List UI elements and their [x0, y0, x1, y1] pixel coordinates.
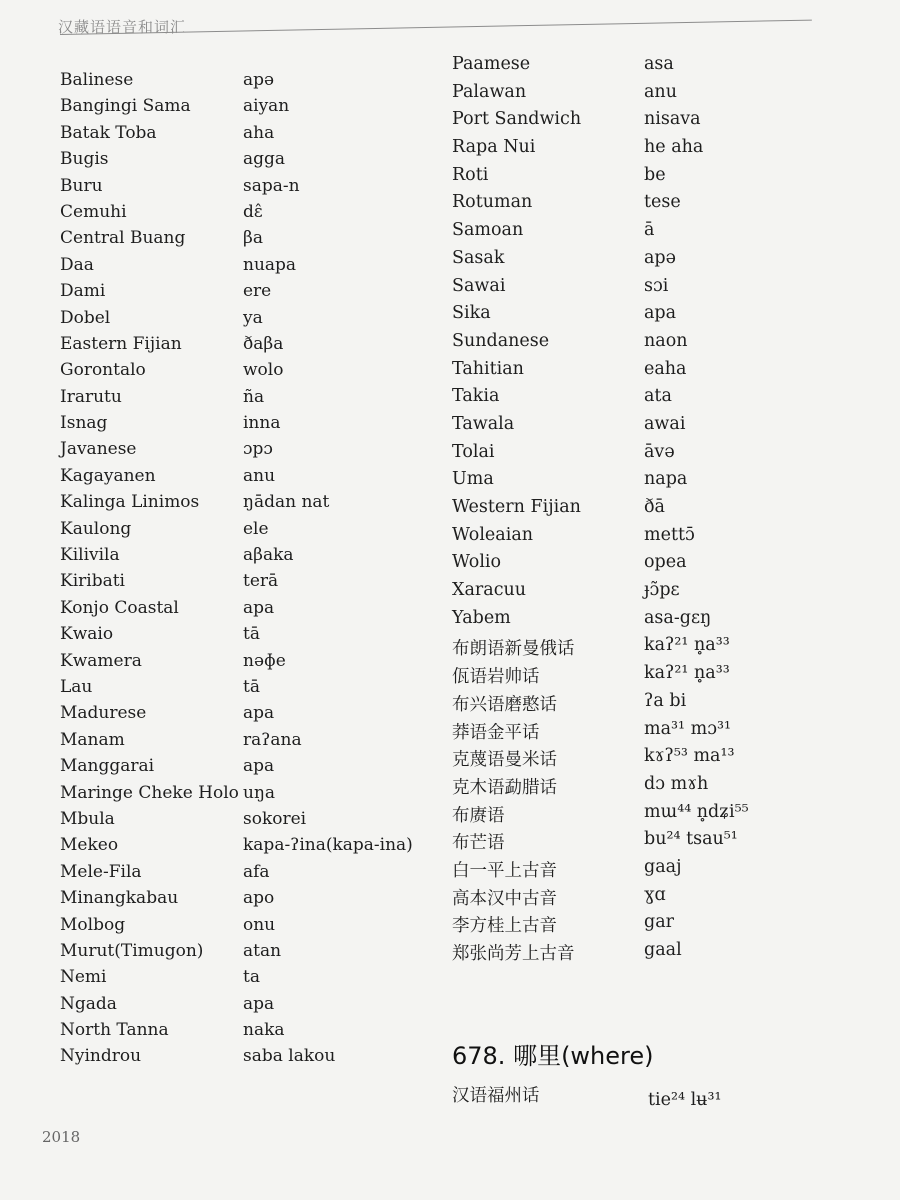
- word-entry: [60, 439, 420, 465]
- language-name: Kilivila: [60, 545, 120, 566]
- word-form: apo: [243, 888, 275, 909]
- word-entry: [60, 703, 420, 729]
- word-form: apa: [243, 597, 275, 618]
- word-entry: [452, 608, 792, 636]
- language-name: Kagayanen: [60, 465, 156, 486]
- word-entry: [60, 783, 420, 809]
- language-name: 汉语福州话: [452, 1086, 540, 1106]
- language-name: Bangingi Sama: [60, 96, 191, 117]
- word-entry: [452, 525, 792, 553]
- word-form: apa: [243, 993, 275, 1014]
- word-form: aβaka: [243, 545, 294, 566]
- word-form: apə: [243, 70, 275, 90]
- word-entry: [60, 809, 420, 835]
- word-form: be: [644, 164, 666, 185]
- language-name: Xaracuu: [452, 580, 527, 601]
- left-word-list: [60, 70, 420, 1073]
- word-form: ðā: [644, 497, 665, 517]
- word-form: gaal: [644, 940, 682, 960]
- word-entry: [60, 1046, 420, 1072]
- language-name: Murut(Timugon): [60, 940, 204, 961]
- language-name: Kwamera: [60, 650, 142, 671]
- word-form: ɔpɔ: [243, 439, 273, 460]
- word-entry: [60, 756, 420, 782]
- word-form: ña: [243, 386, 265, 407]
- word-form: tie²⁴ lʉ³¹: [648, 1090, 722, 1110]
- word-form: ele: [243, 518, 269, 539]
- language-name: Manggarai: [60, 756, 155, 777]
- word-entry: [452, 885, 792, 913]
- language-name: 克蔑语曼米话: [452, 750, 557, 771]
- language-name: Minangkabau: [60, 888, 179, 909]
- word-form: sokorei: [243, 808, 307, 829]
- word-entry: [60, 994, 420, 1020]
- word-entry: [60, 308, 420, 334]
- word-entry: [60, 519, 420, 545]
- word-form: ya: [243, 307, 263, 328]
- running-header: 汉藏语语音和词汇: [58, 18, 187, 36]
- word-entry: [60, 835, 420, 861]
- word-form: apa: [644, 303, 677, 324]
- language-name: Dami: [60, 281, 106, 302]
- language-name: Sasak: [452, 247, 505, 268]
- word-form: āvə: [644, 441, 675, 462]
- word-form: inna: [243, 413, 281, 434]
- word-entry: [452, 774, 792, 802]
- word-form: kɤʔ⁵³ ma¹³: [644, 746, 735, 767]
- word-entry: [60, 624, 420, 650]
- word-entry: [60, 255, 420, 281]
- word-entry: [60, 598, 420, 624]
- language-name: Javanese: [60, 439, 137, 460]
- word-form: sapa-n: [243, 175, 300, 196]
- word-entry: [60, 730, 420, 756]
- language-name: Roti: [452, 164, 489, 185]
- language-name: Tolai: [452, 441, 495, 462]
- word-form: naon: [644, 330, 688, 351]
- word-entry: [60, 492, 420, 518]
- language-name: Cemuhi: [60, 201, 127, 222]
- word-entry: [452, 802, 792, 830]
- word-entry: [452, 82, 792, 110]
- word-entry: [60, 176, 420, 202]
- word-form: he aha: [644, 137, 704, 158]
- word-form: eaha: [644, 358, 687, 379]
- language-name: Dobel: [60, 307, 111, 328]
- word-form: saba lakou: [243, 1046, 336, 1067]
- word-entry: [60, 677, 420, 703]
- word-entry: [452, 248, 792, 276]
- word-entry: [60, 967, 420, 993]
- language-name: 李方桂上古音: [452, 916, 557, 937]
- language-name: Yabem: [452, 607, 511, 628]
- word-form: nuapa: [243, 254, 297, 275]
- word-form: ere: [243, 281, 272, 302]
- language-name: 布芒语: [452, 833, 505, 854]
- word-entry: [60, 888, 420, 914]
- word-form: bu²⁴ tsau⁵¹: [644, 829, 738, 850]
- word-form: gaaj: [644, 856, 682, 877]
- word-entry: [452, 414, 792, 442]
- language-name: 布兴语磨憨话: [452, 694, 557, 715]
- word-entry: [60, 387, 420, 413]
- word-form: asa: [644, 54, 674, 74]
- word-form: uŋa: [243, 782, 276, 803]
- language-name: Ngada: [60, 993, 117, 1014]
- word-entry: [452, 109, 792, 137]
- language-name: Kaulong: [60, 518, 132, 539]
- language-name: Uma: [452, 469, 494, 490]
- section-heading: 678. 哪里(where): [452, 1042, 654, 1070]
- word-entry: [452, 857, 792, 885]
- word-entry: [60, 651, 420, 677]
- word-form: ɣɑ: [644, 884, 666, 905]
- word-entry: [452, 192, 792, 220]
- language-name: Batak Toba: [60, 122, 157, 143]
- word-entry: [452, 552, 792, 580]
- word-entry: [452, 137, 792, 165]
- word-entry: [60, 941, 420, 967]
- word-entry: [452, 469, 792, 497]
- word-entry: [452, 635, 792, 663]
- word-entry: [60, 413, 420, 439]
- language-name: Balinese: [60, 70, 134, 90]
- language-name: Daa: [60, 254, 94, 275]
- word-form: dɛ̂: [243, 201, 263, 222]
- word-entry: [60, 123, 420, 149]
- language-name: Sika: [452, 303, 491, 324]
- word-entry: [60, 1020, 420, 1046]
- word-entry: [60, 545, 420, 571]
- word-form: ta: [243, 967, 260, 988]
- word-entry: [60, 96, 420, 122]
- language-name: Mekeo: [60, 835, 119, 856]
- word-form: atan: [243, 940, 282, 961]
- word-form: aiyan: [243, 96, 290, 117]
- word-form: βa: [243, 228, 263, 249]
- word-form: kaʔ²¹ n̥a³³: [644, 635, 730, 656]
- word-form: apə: [644, 247, 676, 268]
- language-name: Sawai: [452, 275, 506, 296]
- word-entry: [452, 663, 792, 691]
- word-form: tese: [644, 192, 681, 213]
- word-entry: [452, 580, 792, 608]
- word-entry: [452, 165, 792, 193]
- word-form: kapa-ʔina(kapa-ina): [243, 835, 413, 856]
- language-name: 布朗语新曼俄话: [452, 639, 575, 660]
- word-form: afa: [243, 861, 270, 882]
- language-name: North Tanna: [60, 1020, 169, 1041]
- language-name: Samoan: [452, 220, 524, 241]
- language-name: 莽语金平话: [452, 722, 540, 743]
- word-entry: [452, 220, 792, 248]
- word-form: opea: [644, 552, 687, 573]
- language-name: Mele-Fila: [60, 861, 142, 882]
- word-entry: [452, 442, 792, 470]
- language-name: 高本汉中古音: [452, 888, 557, 909]
- language-name: Rotuman: [452, 192, 533, 213]
- word-entry: [60, 281, 420, 307]
- language-name: 佤语岩帅话: [452, 667, 540, 688]
- language-name: Palawan: [452, 81, 527, 102]
- word-form: ā: [644, 220, 655, 241]
- language-name: 郑张尚芳上古音: [452, 944, 575, 964]
- word-entry: [60, 334, 420, 360]
- word-entry: [452, 691, 792, 719]
- word-entry: [60, 149, 420, 175]
- word-form: nəɸe: [243, 650, 286, 671]
- language-name: Tawala: [452, 413, 515, 434]
- word-entry: [60, 466, 420, 492]
- word-form: mɯ⁴⁴ n̥dʑi⁵⁵: [644, 801, 749, 822]
- word-form: awai: [644, 413, 686, 434]
- word-form: asa-gɛŋ: [644, 607, 712, 628]
- language-name: Kiribati: [60, 571, 125, 592]
- word-form: raʔana: [243, 729, 302, 750]
- word-form: anu: [243, 465, 276, 486]
- word-entry: [452, 276, 792, 304]
- word-form: apa: [243, 756, 275, 777]
- word-entry: [452, 746, 792, 774]
- language-name: Konjo Coastal: [60, 597, 179, 618]
- word-entry: [60, 915, 420, 941]
- word-entry: [60, 228, 420, 254]
- word-form: dɔ mɤh: [644, 773, 709, 794]
- language-name: Isnag: [60, 413, 108, 434]
- language-name: Sundanese: [452, 330, 550, 351]
- word-form: ɟɔ̃pɛ: [644, 580, 680, 601]
- word-form: ŋādan nat: [243, 492, 330, 513]
- language-name: 白一平上古音: [452, 860, 557, 881]
- language-name: Nyindrou: [60, 1046, 142, 1067]
- word-entry: [452, 54, 792, 82]
- language-name: Eastern Fijian: [60, 333, 182, 354]
- word-form: agga: [243, 149, 286, 170]
- word-form: nisava: [644, 109, 701, 130]
- word-form: tā: [243, 624, 260, 645]
- word-form: ðaβa: [243, 333, 284, 354]
- language-name: 克木语勐腊话: [452, 777, 557, 798]
- word-entry: [60, 202, 420, 228]
- word-form: gar: [644, 912, 675, 933]
- language-name: Central Buang: [60, 228, 186, 249]
- word-entry: [60, 571, 420, 597]
- language-name: 布赓语: [452, 805, 505, 826]
- word-entry: [452, 386, 792, 414]
- language-name: Mbula: [60, 808, 115, 829]
- word-form: ʔa bi: [644, 690, 687, 711]
- word-form: aha: [243, 122, 275, 143]
- word-entry: [452, 359, 792, 387]
- word-entry: [452, 331, 792, 359]
- word-entry: [60, 70, 420, 96]
- language-name: Manam: [60, 729, 125, 750]
- word-form: apa: [243, 703, 275, 724]
- language-name: Buru: [60, 175, 103, 196]
- word-form: naka: [243, 1020, 285, 1041]
- language-name: Kwaio: [60, 624, 114, 645]
- word-form: wolo: [243, 360, 284, 381]
- language-name: Irarutu: [60, 386, 122, 407]
- page-number: 2018: [42, 1128, 81, 1146]
- language-name: Nemi: [60, 967, 107, 988]
- language-name: Gorontalo: [60, 360, 146, 381]
- language-name: Tahitian: [452, 358, 524, 379]
- word-form: ma³¹ mɔ³¹: [644, 718, 732, 739]
- language-name: Woleaian: [452, 524, 534, 545]
- word-form: kaʔ²¹ n̥a³³: [644, 663, 730, 684]
- word-form: sɔi: [644, 275, 669, 296]
- word-form: tā: [243, 676, 260, 697]
- word-entry: [452, 829, 792, 857]
- language-name: Takia: [452, 386, 500, 407]
- right-word-list: [452, 54, 792, 968]
- language-name: Paamese: [452, 54, 531, 74]
- word-entry: [60, 360, 420, 386]
- word-entry: [452, 497, 792, 525]
- language-name: Wolio: [452, 552, 502, 573]
- word-entry: [452, 719, 792, 747]
- word-entry: [60, 862, 420, 888]
- language-name: Molbog: [60, 914, 126, 935]
- word-entry: [452, 303, 792, 331]
- word-form: terā: [243, 571, 279, 592]
- word-form: ata: [644, 386, 672, 407]
- word-entry: [452, 940, 792, 968]
- word-form: mettɔ̄: [644, 524, 695, 545]
- word-form: napa: [644, 469, 688, 490]
- language-name: Bugis: [60, 149, 109, 170]
- language-name: Lau: [60, 676, 93, 697]
- word-form: anu: [644, 81, 677, 102]
- language-name: Port Sandwich: [452, 109, 582, 130]
- language-name: Western Fijian: [452, 497, 581, 517]
- language-name: Kalinga Linimos: [60, 492, 200, 513]
- language-name: Madurese: [60, 703, 147, 724]
- language-name: Rapa Nui: [452, 137, 536, 158]
- word-form: onu: [243, 914, 276, 935]
- word-entry: [452, 912, 792, 940]
- language-name: Maringe Cheke Holo: [60, 782, 239, 803]
